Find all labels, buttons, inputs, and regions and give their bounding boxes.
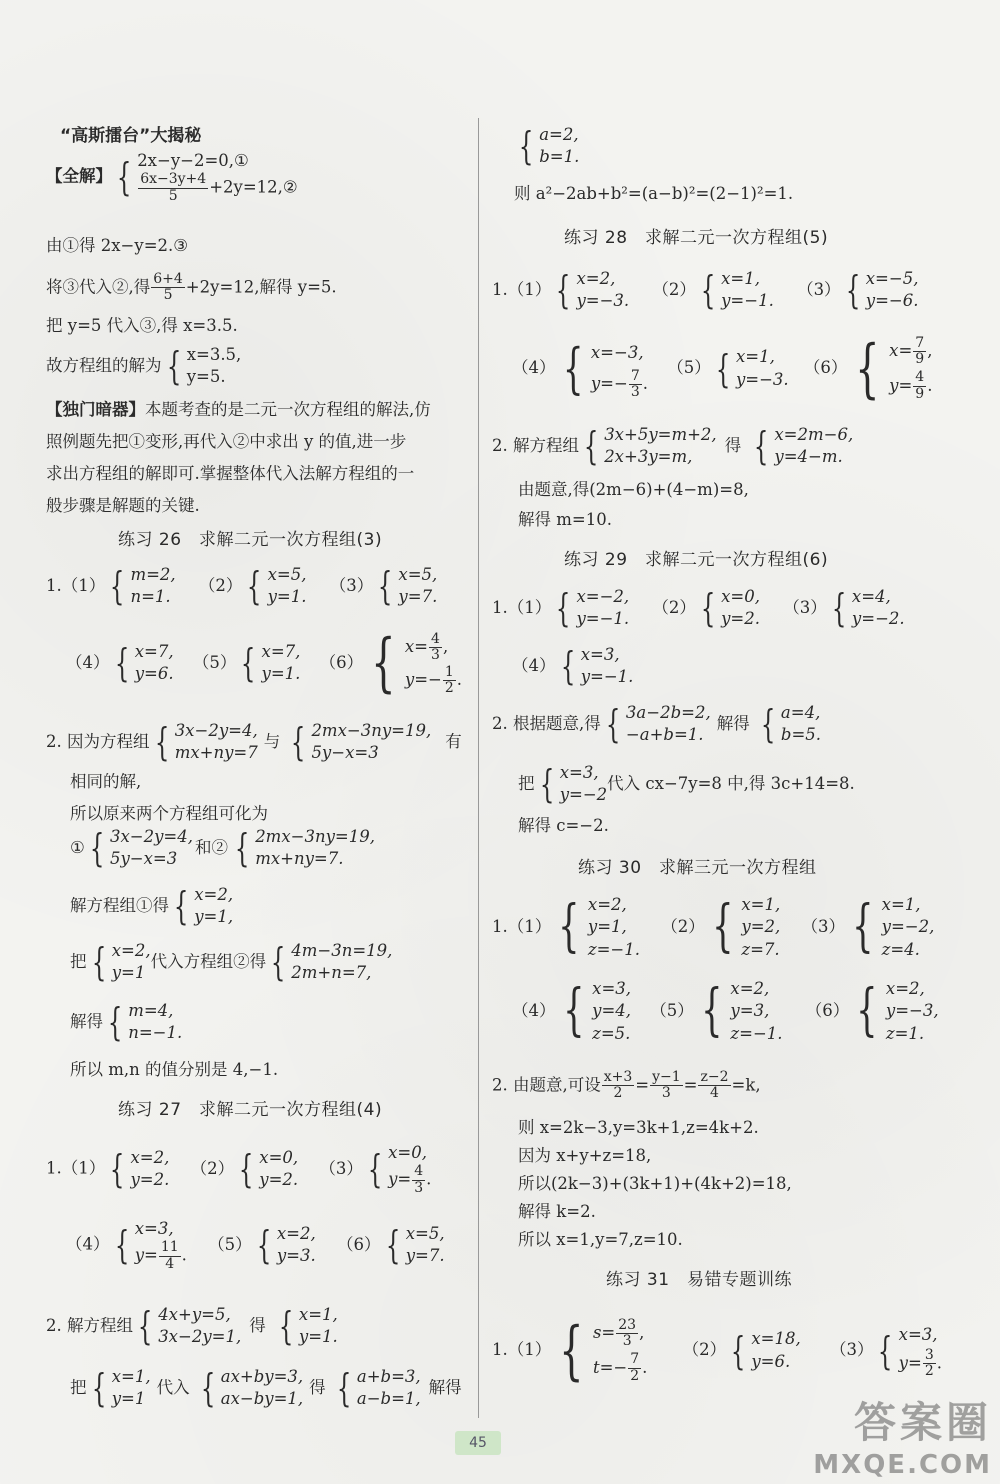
t: （5） bbox=[192, 652, 237, 672]
t: （4） bbox=[66, 1234, 110, 1254]
r: y=− bbox=[404, 670, 442, 690]
r: x=1, bbox=[741, 895, 781, 914]
num: 4 bbox=[915, 369, 925, 386]
answer-row: （4） { x=7, y=6. （5） { x=7, y=1. （6） { x= $\frac{4}{3}$ , y=− $\frac{1}{2}$ . bbox=[66, 626, 463, 701]
r: x=2, bbox=[130, 1147, 170, 1167]
text-line: 解得 { m=4, n=−1. bbox=[70, 1000, 183, 1045]
t: （3） bbox=[319, 1158, 363, 1178]
t: 解得 bbox=[70, 1011, 103, 1031]
r: x=3.5, bbox=[186, 345, 242, 364]
den: 9 bbox=[915, 385, 925, 402]
text-line: 把 { x=3, y=−2 代入 cx−7y=8 中,得 3c+14=8. bbox=[518, 762, 855, 807]
gauss-system bbox=[46, 150, 298, 204]
r: x=0, bbox=[388, 1143, 427, 1162]
t: . bbox=[642, 1357, 648, 1377]
t: 解得 bbox=[716, 713, 750, 733]
r: x=1, bbox=[735, 347, 775, 367]
section-title-28: 练习 28 求解二元一次方程组(5) bbox=[564, 228, 829, 248]
t: ① bbox=[70, 837, 85, 857]
t: 把 bbox=[518, 773, 535, 793]
r: x=−2, bbox=[576, 587, 630, 606]
r: y=−1. bbox=[576, 609, 630, 629]
t: 把 bbox=[70, 1377, 87, 1397]
question-2: 2. 因为方程组 { 3x−2y=4, mx+ny=7 与 { 2mx−3ny=19, 5y−x=3 有 bbox=[46, 720, 462, 765]
r: t=− bbox=[592, 1357, 628, 1377]
t: 将③代入②,得 bbox=[46, 277, 151, 297]
t: 1.（1） bbox=[492, 597, 552, 617]
r: 3x−2y=1, bbox=[158, 1327, 242, 1347]
t: （3） bbox=[829, 1340, 874, 1360]
t: 与 bbox=[263, 731, 281, 751]
r: x=3, bbox=[592, 979, 632, 998]
r: −a+b=1. bbox=[625, 725, 704, 745]
watermark-url: MXQE.COM bbox=[813, 1450, 992, 1480]
t: 和② bbox=[195, 837, 228, 857]
r: x=2, bbox=[587, 895, 627, 914]
answer-row: （4） { x=3, y= $\frac{11}{4}$ . （5） { x=2, y=3. （6） { x=5, y=7. bbox=[66, 1219, 445, 1272]
t: 1.（1） bbox=[492, 279, 552, 299]
t: . bbox=[642, 374, 649, 394]
r: y=−1. bbox=[721, 291, 774, 311]
gauss-title: “高斯擂台”大揭秘 bbox=[60, 126, 202, 146]
eq1: 2x−y−2=0,① bbox=[137, 151, 249, 170]
r: y=6. bbox=[134, 664, 174, 684]
num: 23 bbox=[618, 1316, 637, 1333]
t: 代入 bbox=[156, 1377, 190, 1397]
text-line: 相同的解, bbox=[70, 772, 142, 791]
r: x=1, bbox=[721, 269, 760, 288]
section-title-30: 练习 30 求解三元一次方程组 bbox=[578, 858, 817, 878]
section-title-27: 练习 27 求解二元一次方程组(4) bbox=[118, 1100, 383, 1120]
r: a+b=3, bbox=[356, 1367, 421, 1386]
question-2: 2. 解方程组 { 3x+5y=m+2, 2x+3y=m, 得 { x=2m−6, y=4−m. bbox=[492, 424, 854, 469]
r: y=1 bbox=[111, 1389, 146, 1409]
r: s= bbox=[592, 1323, 616, 1342]
t: （4） bbox=[512, 358, 556, 378]
t: 故方程组的解为 bbox=[46, 355, 162, 375]
text-line: 因为 x+y+z=18, bbox=[518, 1146, 652, 1165]
den: 3 bbox=[414, 1179, 424, 1196]
tag-full-solution: 【全解】 bbox=[46, 166, 112, 186]
text-line: 所以(2k−3)+(3k+1)+(4k+2)=18, bbox=[518, 1174, 792, 1193]
r: x= bbox=[404, 637, 429, 656]
r: x=−5, bbox=[865, 269, 919, 288]
r: z=1. bbox=[885, 1023, 925, 1043]
r: x=0, bbox=[721, 587, 760, 606]
text-line: 解方程组①得 { x=2, y=1, bbox=[70, 884, 234, 929]
num: 4 bbox=[431, 630, 440, 647]
den: 2 bbox=[924, 1363, 934, 1380]
t: （2） bbox=[190, 1158, 235, 1178]
r: x=5, bbox=[267, 565, 307, 584]
r: y=−2, bbox=[881, 917, 935, 937]
r: y=−2. bbox=[851, 609, 905, 629]
r: y=4, bbox=[592, 1001, 632, 1021]
den: 9 bbox=[915, 351, 925, 367]
r: x=3, bbox=[898, 1324, 938, 1344]
r: x=3, bbox=[559, 763, 599, 782]
section-title-31: 练习 31 易错专题训练 bbox=[606, 1270, 793, 1290]
fraction bbox=[151, 272, 185, 304]
r: z=7. bbox=[741, 939, 780, 959]
r: 2m+n=7, bbox=[291, 963, 372, 983]
r: z=−1. bbox=[730, 1023, 783, 1043]
t: 2. 解方程组 bbox=[492, 435, 579, 455]
t: , bbox=[442, 637, 449, 656]
r: 2mx−3ny=19, bbox=[255, 827, 375, 846]
t: . bbox=[181, 1245, 187, 1265]
num: 1 bbox=[444, 664, 454, 680]
r: 3x+5y=m+2, bbox=[604, 425, 717, 444]
r: y= bbox=[134, 1245, 158, 1265]
t: 代入 cx−7y=8 中,得 3c+14=8. bbox=[607, 773, 855, 793]
text-line bbox=[46, 272, 337, 304]
r: a=4, bbox=[780, 703, 821, 722]
text-line: 把 y=5 代入③,得 x=3.5. bbox=[46, 316, 238, 335]
text-line: 般步骤是解题的关键. bbox=[46, 496, 200, 515]
den: 5 bbox=[163, 287, 173, 304]
r: y=−3. bbox=[735, 369, 789, 389]
r: y=1, bbox=[587, 917, 627, 937]
r: y=−3, bbox=[885, 1001, 939, 1021]
t: （3） bbox=[797, 279, 841, 299]
r: y=3, bbox=[730, 1001, 770, 1021]
t: 把 bbox=[70, 951, 87, 971]
r: y=1. bbox=[261, 664, 301, 684]
r: y=2. bbox=[259, 1170, 299, 1190]
r: x=1, bbox=[111, 1367, 151, 1386]
t: 本题考查的是二元一次方程组的解法,仿 bbox=[145, 400, 431, 419]
t: （5） bbox=[208, 1234, 252, 1254]
den: 4 bbox=[165, 1255, 175, 1272]
t: （2） bbox=[652, 597, 696, 617]
r: x=18, bbox=[751, 1329, 801, 1349]
answer-row: 1.（1） { x=−2, y=−1. （2） { x=0, y=2. （3） { x=4, y=−2. bbox=[492, 586, 905, 631]
r: y=1 bbox=[111, 963, 146, 983]
t: 1.（1） bbox=[492, 1340, 552, 1360]
t: 解方程组①得 bbox=[70, 895, 169, 915]
r: x=7, bbox=[134, 642, 174, 662]
t: 2. 因为方程组 bbox=[46, 731, 150, 751]
r: x=2, bbox=[885, 979, 925, 998]
text-line: 由①得 2x−y=2.③ bbox=[46, 236, 189, 255]
text-line: 解得 m=10. bbox=[518, 510, 612, 529]
t: （3） bbox=[801, 916, 846, 936]
text-line: 由题意,得(2m−6)+(4−m)=8, bbox=[518, 480, 749, 499]
r: mx+ny=7. bbox=[255, 849, 344, 869]
t: 2. 由题意,可设 bbox=[492, 1075, 601, 1095]
t: 解得 bbox=[428, 1377, 462, 1397]
r: y=1. bbox=[267, 587, 307, 607]
answer-row: （4） { x=3, y=4, z=5. （5） { x=2, y=3, z=−1. （6） { x=2, y=−3, z=1. bbox=[512, 978, 939, 1044]
r: y=7. bbox=[405, 1246, 445, 1266]
r: y= bbox=[898, 1353, 922, 1373]
t: （6） bbox=[805, 1000, 850, 1020]
r: 4m−3n=19, bbox=[291, 941, 393, 960]
num: x+3 bbox=[603, 1069, 633, 1085]
t: （3） bbox=[783, 597, 827, 617]
carryover-system: { a=2, b=1. bbox=[518, 124, 580, 169]
r: 2mx−3ny=19, bbox=[311, 721, 432, 740]
t: （3） bbox=[329, 575, 374, 595]
text-line: 照例题先把①变形,再代入②中求出 y 的值,进一步 bbox=[46, 432, 407, 451]
r: a=2, bbox=[539, 125, 579, 144]
section-title-29: 练习 29 求解二元一次方程组(6) bbox=[564, 550, 829, 570]
r: x=3, bbox=[580, 645, 620, 664]
r: ax−by=1, bbox=[220, 1389, 304, 1409]
r: y=−1. bbox=[580, 667, 634, 687]
question-2: 2. 根据题意,得 { 3a−2b=2, −a+b=1. 解得 { a=4, b=5. bbox=[492, 702, 822, 747]
t: . bbox=[426, 1169, 432, 1189]
r: 2x+3y=m, bbox=[604, 447, 693, 467]
answer-row: 1.（1） { x=2, y=−3. （2） { x=1, y=−1. （3） { x=−5, y=−6. bbox=[492, 268, 919, 313]
r: y=3. bbox=[276, 1246, 316, 1266]
r: y=1, bbox=[194, 907, 234, 927]
text-line: 所以原来两个方程组可化为 bbox=[70, 804, 268, 823]
r: 3x−2y=4, bbox=[174, 721, 258, 740]
r: x=2, bbox=[276, 1223, 316, 1243]
r: z=4. bbox=[881, 939, 920, 959]
num: 7 bbox=[630, 367, 640, 384]
r: m=2, bbox=[130, 565, 176, 584]
r: b=5. bbox=[780, 725, 822, 745]
t: 代入方程组②得 bbox=[150, 951, 267, 971]
r: x=−3, bbox=[590, 342, 644, 362]
text-line: 把 { x=1, y=1 代入 { ax+by=3, ax−by=1, 得 { a+b=3, a−b=1, 解得 bbox=[70, 1366, 462, 1411]
r: y=4−m. bbox=[774, 447, 843, 467]
r: x=2, bbox=[576, 269, 616, 288]
den: 4 bbox=[710, 1085, 719, 1102]
column-divider bbox=[478, 118, 479, 1418]
r: y=−3. bbox=[576, 291, 630, 311]
text-line: 求出方程组的解即可.掌握整体代入法解方程组的一 bbox=[46, 464, 415, 483]
answer-row: （4） { x=−3, y=− $\frac{7}{3}$ . （5） { x=1, y=−3. （6） { x= $\frac{7}{9}$ , y= $\frac{4}{9}$ . bbox=[512, 331, 933, 406]
eq2: +2y=12,② bbox=[209, 177, 298, 197]
num: 11 bbox=[160, 1239, 179, 1256]
t: （4） bbox=[512, 655, 556, 675]
t: . bbox=[936, 1353, 942, 1373]
num: y−1 bbox=[652, 1069, 681, 1085]
r: z=5. bbox=[592, 1023, 631, 1043]
watermark-logo bbox=[813, 1390, 992, 1480]
num: 3 bbox=[924, 1346, 934, 1363]
section-title-26: 练习 26 求解二元一次方程组(3) bbox=[118, 530, 383, 550]
r: x=4, bbox=[851, 587, 891, 606]
r: n=1. bbox=[130, 587, 171, 607]
r: ax+by=3, bbox=[220, 1367, 304, 1386]
r: n=−1. bbox=[128, 1023, 183, 1043]
t: （4） bbox=[512, 1000, 556, 1020]
text-line bbox=[46, 398, 431, 422]
r: x=2, bbox=[111, 941, 151, 960]
t: 2. 根据题意,得 bbox=[492, 713, 601, 733]
t: . bbox=[456, 670, 463, 690]
t: +2y=12,解得 y=5. bbox=[185, 277, 337, 297]
r: 5y−x=3 bbox=[109, 849, 178, 869]
den: 3 bbox=[661, 1085, 671, 1102]
t: （2） bbox=[198, 575, 243, 595]
r: x=1, bbox=[881, 895, 921, 914]
r: 5y−x=3 bbox=[311, 743, 379, 763]
num: 6x−3y+4 bbox=[140, 171, 207, 188]
r: b=1. bbox=[539, 147, 580, 167]
den: 2 bbox=[444, 680, 454, 697]
watermark-text: 答案圈 bbox=[853, 1398, 992, 1447]
r: y=5. bbox=[186, 367, 226, 387]
r: x=7, bbox=[261, 642, 301, 662]
num: 7 bbox=[915, 334, 925, 351]
r: y=2, bbox=[741, 917, 781, 937]
r: y=6. bbox=[751, 1351, 791, 1371]
tag-tip: 【独门暗器】 bbox=[46, 400, 145, 419]
t: 有 bbox=[445, 731, 462, 751]
r: y=2. bbox=[721, 609, 760, 629]
r: y= bbox=[388, 1169, 412, 1189]
t: （6） bbox=[319, 652, 364, 672]
t: 得 bbox=[309, 1377, 326, 1397]
r: y=1. bbox=[298, 1327, 338, 1347]
text-line: 所以 x=1,y=7,z=10. bbox=[518, 1230, 683, 1249]
r: x=3, bbox=[134, 1219, 174, 1238]
r: x=2, bbox=[194, 885, 234, 904]
r: 4x+y=5, bbox=[158, 1305, 231, 1324]
t: , bbox=[927, 341, 933, 360]
t: 1.（1） bbox=[46, 1158, 106, 1178]
num: 6+4 bbox=[153, 271, 183, 287]
den: 2 bbox=[630, 1367, 640, 1384]
t: 得 bbox=[249, 1315, 266, 1335]
text-line: 所以 m,n 的值分别是 4,−1. bbox=[70, 1060, 279, 1079]
r: 3a−2b=2, bbox=[625, 703, 711, 722]
r: m=4, bbox=[128, 1001, 174, 1020]
t: （6） bbox=[803, 358, 848, 378]
r: 3x−2y=4, bbox=[109, 827, 193, 846]
t: 2. 解方程组 bbox=[46, 1315, 133, 1335]
t: （5） bbox=[650, 1000, 694, 1020]
r: z=−1. bbox=[587, 939, 640, 959]
t: 1.（1） bbox=[492, 916, 552, 936]
text-line: ① { 3x−2y=4, 5y−x=3 和② { 2mx−3ny=19, mx+ny=7. bbox=[70, 826, 375, 871]
text-line: 把 { x=2, y=1 代入方程组②得 { 4m−3n=19, 2m+n=7, bbox=[70, 940, 393, 985]
text-line: 解得 k=2. bbox=[518, 1202, 596, 1221]
r: x=1, bbox=[298, 1305, 338, 1324]
r: x=2m−6, bbox=[774, 425, 854, 444]
t: （4） bbox=[66, 652, 110, 672]
r: x=5, bbox=[405, 1223, 445, 1243]
r: x=0, bbox=[259, 1147, 299, 1167]
r: mx+ny=7 bbox=[174, 743, 258, 763]
t: （6） bbox=[337, 1234, 381, 1254]
r: y=7. bbox=[398, 587, 438, 607]
answer-row: 1.（1） { x=2, y=1, z=−1. （2） { x=1, y=2, z=7. （3） { x=1, y=−2, z=4. bbox=[492, 894, 935, 960]
r: y=− bbox=[590, 374, 628, 394]
t: 得 bbox=[724, 435, 742, 455]
text-line: 则 a²−2ab+b²=(a−b)²=(2−1)²=1. bbox=[514, 184, 794, 203]
answer-row: 1.（1） { x=2, y=2. （2） { x=0, y=2. （3） { x=0, y= $\frac{4}{3}$ . bbox=[46, 1143, 432, 1196]
t: （2） bbox=[661, 916, 705, 936]
r: y=−6. bbox=[865, 291, 919, 311]
r: y=−2 bbox=[559, 785, 608, 805]
page-number: 45 bbox=[455, 1431, 501, 1455]
r: y= bbox=[889, 375, 913, 395]
t: , bbox=[639, 1323, 645, 1342]
answer-row: （4） { x=3, y=−1. bbox=[512, 644, 634, 689]
text-line: 解得 c=−2. bbox=[518, 816, 609, 835]
fraction bbox=[138, 172, 208, 204]
equation-system: { 2x−y−2=0,① $\frac{6x-3y+4}{5}$ +2y=12,② bbox=[116, 151, 298, 204]
r: y=2. bbox=[130, 1170, 170, 1190]
equation-system: { x=3.5, y=5. bbox=[166, 344, 242, 389]
answer-row: 1.（1） { m=2, n=1. （2） { x=5, y=1. （3） { x=5, y=7. bbox=[46, 564, 438, 609]
r: a−b=1, bbox=[356, 1389, 421, 1409]
text-line: 则 x=2k−3,y=3k+1,z=4k+2. bbox=[518, 1118, 759, 1137]
answer-row: 1.（1） { s= $\frac{23}{3}$ , t=− $\frac{7}{2}$ . （2） { x=18, y=6. （3） { x=3, y= $\frac{3}{2}$ . bbox=[492, 1313, 942, 1388]
den: 5 bbox=[168, 187, 178, 204]
num: 7 bbox=[630, 1351, 640, 1368]
question-2: 2. 解方程组 { 4x+y=5, 3x−2y=1, 得 { x=1, y=1. bbox=[46, 1304, 338, 1349]
den: 2 bbox=[613, 1085, 623, 1102]
den: 3 bbox=[630, 384, 640, 401]
r: x= bbox=[889, 341, 913, 360]
r: x=2, bbox=[730, 979, 770, 998]
r: x=5, bbox=[398, 565, 438, 584]
text-line bbox=[46, 344, 241, 389]
t: （2） bbox=[652, 279, 696, 299]
num: z−2 bbox=[700, 1069, 729, 1085]
num: 4 bbox=[414, 1163, 424, 1180]
question-2: 2. 由题意,可设 $\frac{x+3}{2}$ = $\frac{y-1}{3}$ = $\frac{z-2}{4}$ =k, bbox=[492, 1069, 761, 1102]
den: 3 bbox=[622, 1333, 632, 1349]
t: . bbox=[927, 375, 933, 395]
t: 1.（1） bbox=[46, 575, 106, 595]
t: （5） bbox=[667, 358, 711, 378]
t: =k, bbox=[731, 1075, 761, 1095]
t: （2） bbox=[682, 1340, 727, 1360]
den: 3 bbox=[431, 647, 440, 663]
